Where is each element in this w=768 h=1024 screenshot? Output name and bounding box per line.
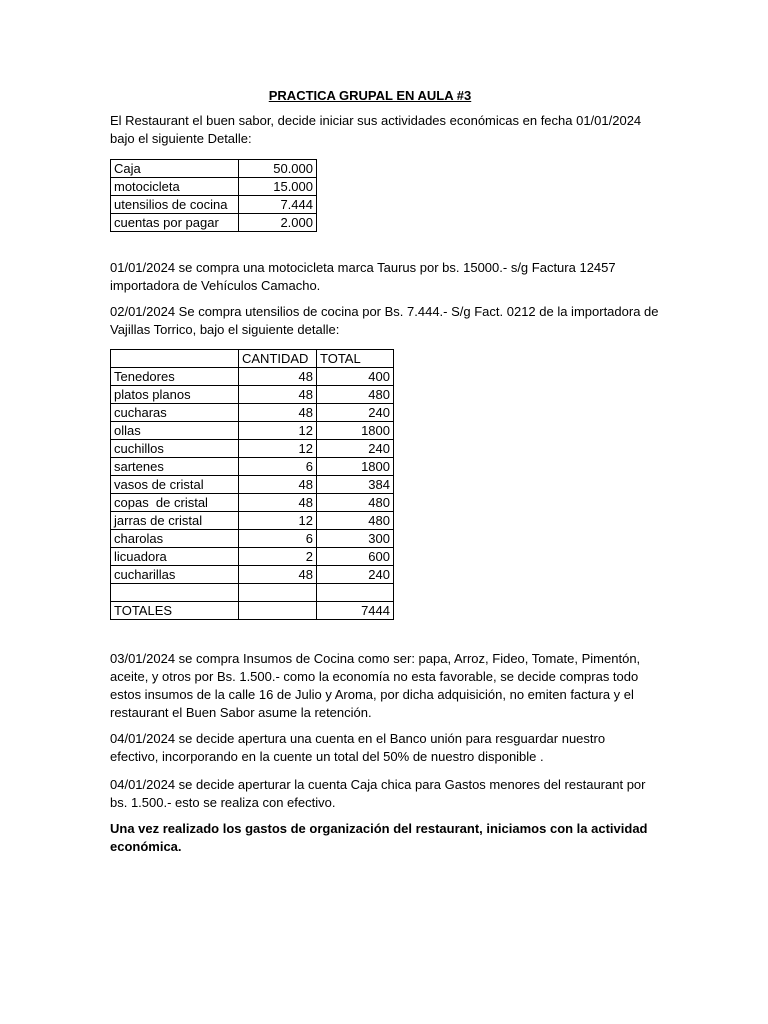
table-row [111,584,394,602]
paragraph-bank-account [110,730,660,766]
table-cell: 240 [317,566,394,584]
text-line: Vajillas Torrico, bajo el siguiente detalle: [110,322,340,337]
table-cell: 50.000 [239,160,317,178]
table-row [111,548,394,566]
table-cell: 480 [317,386,394,404]
paragraph-petty-cash [110,776,660,812]
table-cell: cucharillas [111,566,239,584]
table-cell: 6 [239,530,317,548]
table-cell: 48 [239,386,317,404]
text-line: bs. 1.500.- esto se realiza con efectivo. [110,795,336,810]
page-title: PRACTICA GRUPAL EN AULA #3 [268,88,472,103]
table-cell: 240 [317,404,394,422]
table-row [111,368,394,386]
table-cell: cucharas [111,404,239,422]
paragraph-motorcycle [110,259,660,295]
text-line: estos insumos de la calle 16 de Julio y Aroma, por dicha adquisición, no emiten factura y el [110,687,634,702]
text-line: El Restaurant el buen sabor, decide iniciar sus actividades económicas en fecha 01/01/2024 [110,113,642,128]
totals-value: 7444 [317,602,394,620]
table-cell: cuentas por pagar [111,214,239,232]
table-cell: Caja [111,160,239,178]
table-cell: 6 [239,458,317,476]
table-row [111,404,394,422]
table-cell: cuchillos [111,440,239,458]
table-header-row [111,350,394,368]
text-line: 04/01/2024 se decide apertura una cuenta en el Banco unión para resguardar nuestro [110,731,606,746]
text-line: importadora de Vehículos Camacho. [110,278,321,293]
table-cell [239,584,317,602]
table-cell: 300 [317,530,394,548]
text-line: restaurant el Buen Sabor asume la retención. [110,705,372,720]
text-line: 04/01/2024 se decide aperturar la cuenta Caja chica para Gastos menores del restaurant por [110,777,646,792]
table-cell [317,584,394,602]
table-cell: 15.000 [239,178,317,196]
table-row [111,160,317,178]
opening-balance-table [110,159,317,232]
table-row [111,178,317,196]
table-cell: 48 [239,494,317,512]
intro-paragraph [110,112,660,148]
table-cell: vasos de cristal [111,476,239,494]
column-header: CANTIDAD [239,350,317,368]
text-line: aceite, y otros por Bs. 1.500.- como la economía no esta favorable, se decide compras todo [110,669,639,684]
table-row [111,422,394,440]
table-cell: utensilios de cocina [111,196,239,214]
table-row [111,512,394,530]
text-line: 02/01/2024 Se compra utensilios de cocina por Bs. 7.444.- S/g Fact. 0212 de la importadora de [110,304,659,319]
paragraph-utensils [110,303,660,339]
table-row [111,566,394,584]
table-row [111,476,394,494]
text-line: económica. [110,839,182,854]
table-cell: Tenedores [111,368,239,386]
table-row [111,530,394,548]
table-cell: ollas [111,422,239,440]
table-cell: motocicleta [111,178,239,196]
table-cell: jarras de cristal [111,512,239,530]
table-cell [239,602,317,620]
text-line: Una vez realizado los gastos de organización del restaurant, iniciamos con la actividad [110,821,648,836]
totals-label: TOTALES [111,602,239,620]
table-cell: 7.444 [239,196,317,214]
table-cell: 240 [317,440,394,458]
table-row [111,458,394,476]
table-cell: 480 [317,494,394,512]
table-row [111,440,394,458]
table-cell: 2.000 [239,214,317,232]
table-cell: 48 [239,476,317,494]
table-cell: 600 [317,548,394,566]
column-header: TOTAL [317,350,394,368]
table-row [111,494,394,512]
table-cell: sartenes [111,458,239,476]
table-cell [111,584,239,602]
text-line: 01/01/2024 se compra una motocicleta marca Taurus por bs. 15000.- s/g Factura 12457 [110,260,616,275]
table-cell: 1800 [317,422,394,440]
text-line: bajo el siguiente Detalle: [110,131,252,146]
table-cell: copas de cristal [111,494,239,512]
table-row [111,386,394,404]
table-cell: 48 [239,404,317,422]
utensils-detail-table [110,349,394,620]
table-cell: licuadora [111,548,239,566]
table-cell: 12 [239,422,317,440]
table-cell: 12 [239,512,317,530]
table-row [111,214,317,232]
totals-row [111,602,394,620]
table-cell: platos planos [111,386,239,404]
table-cell: 384 [317,476,394,494]
table-row [111,196,317,214]
table-cell: charolas [111,530,239,548]
paragraph-supplies [110,650,660,722]
column-header [111,350,239,368]
table-cell: 1800 [317,458,394,476]
paragraph-conclusion [110,820,660,856]
table-cell: 2 [239,548,317,566]
table-cell: 480 [317,512,394,530]
text-line: efectivo, incorporando en la cuente un total del 50% de nuestro disponible . [110,749,544,764]
table-cell: 48 [239,566,317,584]
table-cell: 48 [239,368,317,386]
table-cell: 12 [239,440,317,458]
table-cell: 400 [317,368,394,386]
text-line: 03/01/2024 se compra Insumos de Cocina como ser: papa, Arroz, Fideo, Tomate, Pimentón, [110,651,641,666]
